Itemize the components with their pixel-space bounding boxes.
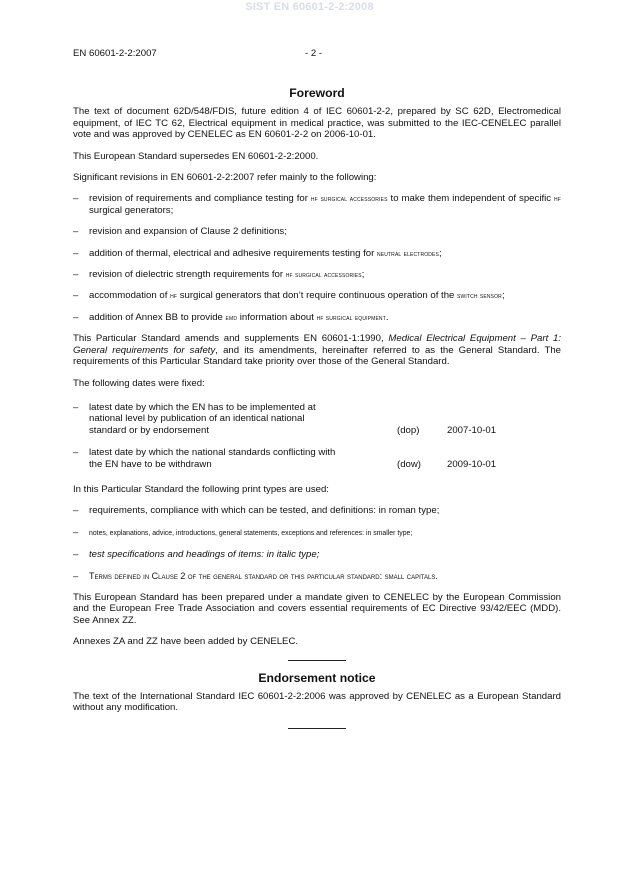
- revision-item: – addition of thermal, electrical and adhesive requirements testing for neutral electrodes;: [73, 248, 561, 259]
- print-type-small: – notes, explanations, advice, introductions, general statements, exceptions and references: in smaller type;: [73, 527, 561, 539]
- date-row-dop: – latest date by which the EN has to be implemented at national level by publication of an identical national standard or by endorsement (dop) 2007-10-01: [73, 402, 561, 436]
- revision-item: – revision of dielectric strength requirements for hf surgical accessories;: [73, 269, 561, 280]
- section-divider: [288, 660, 346, 661]
- endorsement-title: Endorsement notice: [258, 670, 376, 685]
- revision-item: – revision and expansion of Clause 2 definitions;: [73, 226, 561, 237]
- header-doc-id: EN 60601-2-2:2007: [73, 48, 157, 59]
- print-type-small-caps: – Terms defined in Clause 2 of the general standard or this particular standard: small capitals.: [73, 571, 561, 582]
- foreword-intro: The text of document 62D/548/FDIS, future edition 4 of IEC 60601-2-2, prepared by SC 62D, Electromedical equipment, of IEC TC 62, Electrical equipment in medical practice, was submitted to the IEC-CENELEC parallel vote and was approved by CENELEC as EN 60601-2-2 on 2006-10-01.: [73, 106, 561, 141]
- document-body: [73, 88, 561, 729]
- annexes-text: Annexes ZA and ZZ have been added by CENELEC.: [73, 636, 299, 648]
- endorsement-text: The text of the International Standard IEC 60601-2-2:2006 was approved by CENELEC as a European Standard without any modification.: [73, 691, 561, 714]
- header-page-number: - 2 -: [305, 48, 323, 59]
- print-type-roman: – requirements, compliance with which can be tested, and definitions: in roman type;: [73, 505, 561, 516]
- print-type-italic: – test specifications and headings of items: in italic type;: [73, 549, 561, 560]
- revision-item: – accommodation of hf surgical generators that don’t require continuous operation of the switch sensor;: [73, 290, 561, 301]
- date-row-dow: – latest date by which the national standards conflicting with the EN have to be withdrawn (dow) 2009-10-01: [73, 447, 561, 470]
- revisions-lead: Significant revisions in EN 60601-2-2:2007 refer mainly to the following:: [73, 172, 377, 184]
- print-types-lead: In this Particular Standard the following print types are used:: [73, 483, 329, 495]
- dates-lead: The following dates were fixed:: [73, 377, 205, 389]
- mandate-text: This European Standard has been prepared under a mandate given to CENELEC by the European Commission and the European Free Trade Association and covers essential requirements of EC Directive 93/42/EEC (MDD). See Annex ZZ.: [73, 591, 561, 626]
- amends-text: This Particular Standard amends and supplements EN 60601-1:1990, Medical Electrical Equipment – Part 1: General requirements for safety, and its amendments, hereinafter referred to as the General Standard. The requirements of this Particular Standard take priority over those of the General Standard.: [73, 333, 561, 368]
- watermark: SIST EN 60601-2-2:2008: [245, 1, 374, 13]
- section-divider: [288, 728, 346, 729]
- revision-item: – revision of requirements and compliance testing for hf surgical accessories to make them independent of specific hf surgical generators;: [73, 193, 561, 216]
- revision-item: – addition of Annex BB to provide emd information about hf surgical equipment.: [73, 312, 561, 323]
- foreword-title: Foreword: [289, 86, 345, 100]
- supersedes-text: This European Standard supersedes EN 60601-2-2:2000.: [73, 150, 319, 162]
